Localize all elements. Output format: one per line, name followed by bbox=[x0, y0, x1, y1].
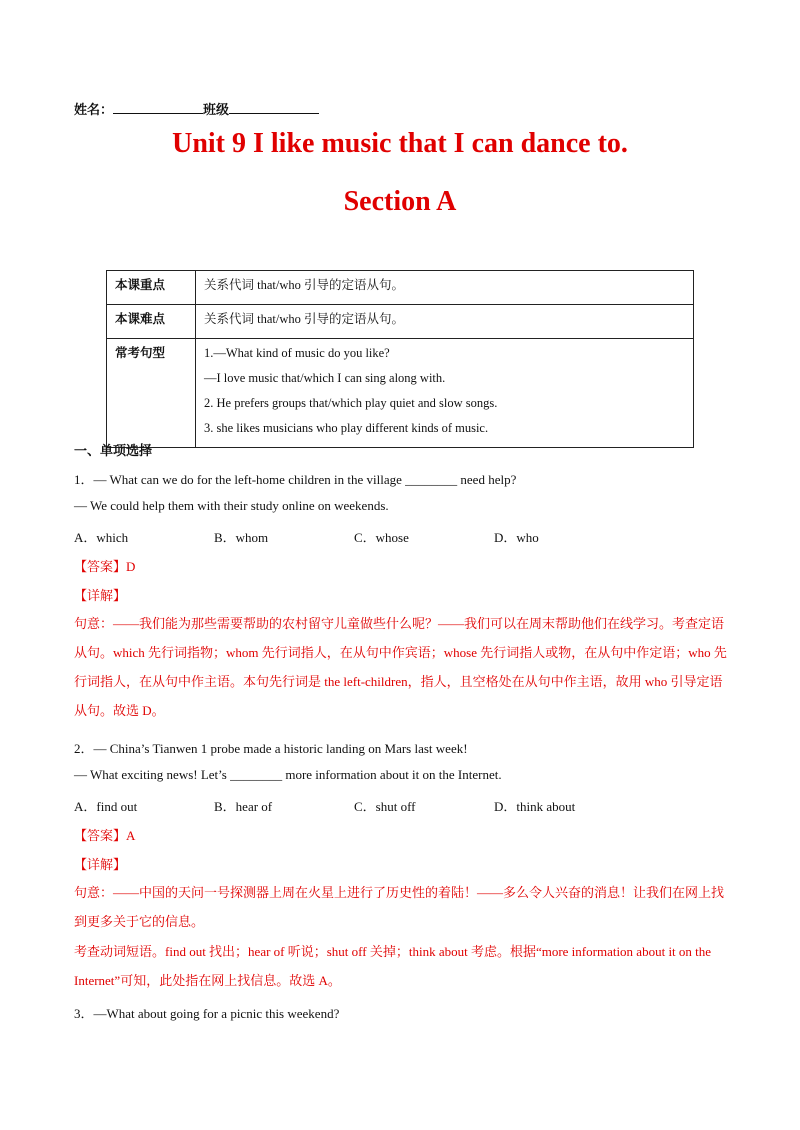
section-heading: 一、单项选择 bbox=[74, 443, 153, 458]
question-2-explanation-analysis: 考查动词短语。find out 找出；hear of 听说；shut off 关掉；think about 考虑。根据“more information about it on the Internet”可知，此处指在网上找信息。故选 A。 bbox=[74, 944, 712, 988]
question-2-reply: — What exciting news! Let’s ________ more information about it on the Internet. bbox=[74, 767, 502, 782]
option-a[interactable]: A．find out bbox=[74, 799, 138, 814]
class-label: 班级 bbox=[203, 102, 230, 117]
question-1-options bbox=[74, 527, 774, 546]
option-b[interactable]: B．whom bbox=[214, 530, 269, 545]
table-row bbox=[107, 305, 694, 339]
class-blank[interactable] bbox=[229, 101, 319, 114]
table-line: 关系代词 that/who 引导的定语从句。 bbox=[204, 312, 404, 326]
page-subtitle: Section A bbox=[343, 186, 457, 217]
question-3-prompt: 3．—What about going for a picnic this weekend? bbox=[74, 1006, 340, 1021]
answer-label: 【答案】 bbox=[74, 559, 127, 574]
question-1-explanation: 句意：——我们能为那些需要帮助的农村留守儿童做些什么呢？——我们可以在周末帮助他们在线学习。考查定语从句。which 先行词指物；whom 先行词指人，在从句中作宾语；whose 先行词指人或物，在从句中作定语；who 先行词指人，在从句中作主语。本句先行词是 the left-children，指人，且空格处在从句中作主语，故用 who 引导定语从句。故选 D。 bbox=[74, 616, 727, 718]
table-row-label: 本课难点 bbox=[107, 305, 196, 339]
option-c[interactable]: C．whose bbox=[354, 530, 409, 545]
option-a[interactable]: A．which bbox=[74, 530, 129, 545]
question-1-detail-label: 【详解】 bbox=[74, 588, 127, 603]
table-line: —I love music that/which I can sing along with. bbox=[204, 371, 446, 385]
answer-label: 【答案】 bbox=[74, 828, 127, 843]
table-row-label: 常考句型 bbox=[107, 339, 196, 448]
question-1-reply: — We could help them with their study online on weekends. bbox=[74, 498, 389, 513]
name-label: 姓名： bbox=[74, 102, 114, 117]
table-row-content bbox=[196, 339, 694, 448]
name-blank[interactable] bbox=[113, 101, 203, 114]
table-row-content bbox=[196, 271, 694, 305]
table-row bbox=[107, 271, 694, 305]
answer-value: A bbox=[126, 828, 136, 843]
question-2-options bbox=[74, 796, 774, 815]
option-c[interactable]: C．shut off bbox=[354, 799, 416, 814]
answer-value: D bbox=[126, 559, 136, 574]
lesson-info-table bbox=[106, 270, 694, 448]
table-line: 2. He prefers groups that/which play quiet and slow songs. bbox=[204, 396, 498, 410]
question-2-detail-label: 【详解】 bbox=[74, 857, 127, 872]
table-line: 1.—What kind of music do you like? bbox=[204, 346, 390, 360]
student-info-line bbox=[74, 99, 319, 118]
table-line: 关系代词 that/who 引导的定语从句。 bbox=[204, 278, 404, 292]
question-1-prompt: 1．— What can we do for the left-home children in the village ________ need help? bbox=[74, 472, 517, 487]
question-2-prompt: 2．— China’s Tianwen 1 probe made a historic landing on Mars last week! bbox=[74, 741, 468, 756]
question-2-explanation-sentence: 句意：——中国的天问一号探测器上周在火星上进行了历史性的着陆！——多么令人兴奋的消息！让我们在网上找到更多关于它的信息。 bbox=[74, 885, 725, 929]
table-row bbox=[107, 339, 694, 448]
question-2-answer bbox=[74, 825, 135, 844]
table-line: 3. she likes musicians who play different kinds of music. bbox=[204, 421, 489, 435]
option-d[interactable]: D．think about bbox=[494, 799, 576, 814]
page-title: Unit 9 I like music that I can dance to. bbox=[172, 128, 628, 159]
table-row-label: 本课重点 bbox=[107, 271, 196, 305]
table-row-content bbox=[196, 305, 694, 339]
option-b[interactable]: B．hear of bbox=[214, 799, 273, 814]
option-d[interactable]: D．who bbox=[494, 530, 539, 545]
question-1-answer bbox=[74, 556, 135, 575]
